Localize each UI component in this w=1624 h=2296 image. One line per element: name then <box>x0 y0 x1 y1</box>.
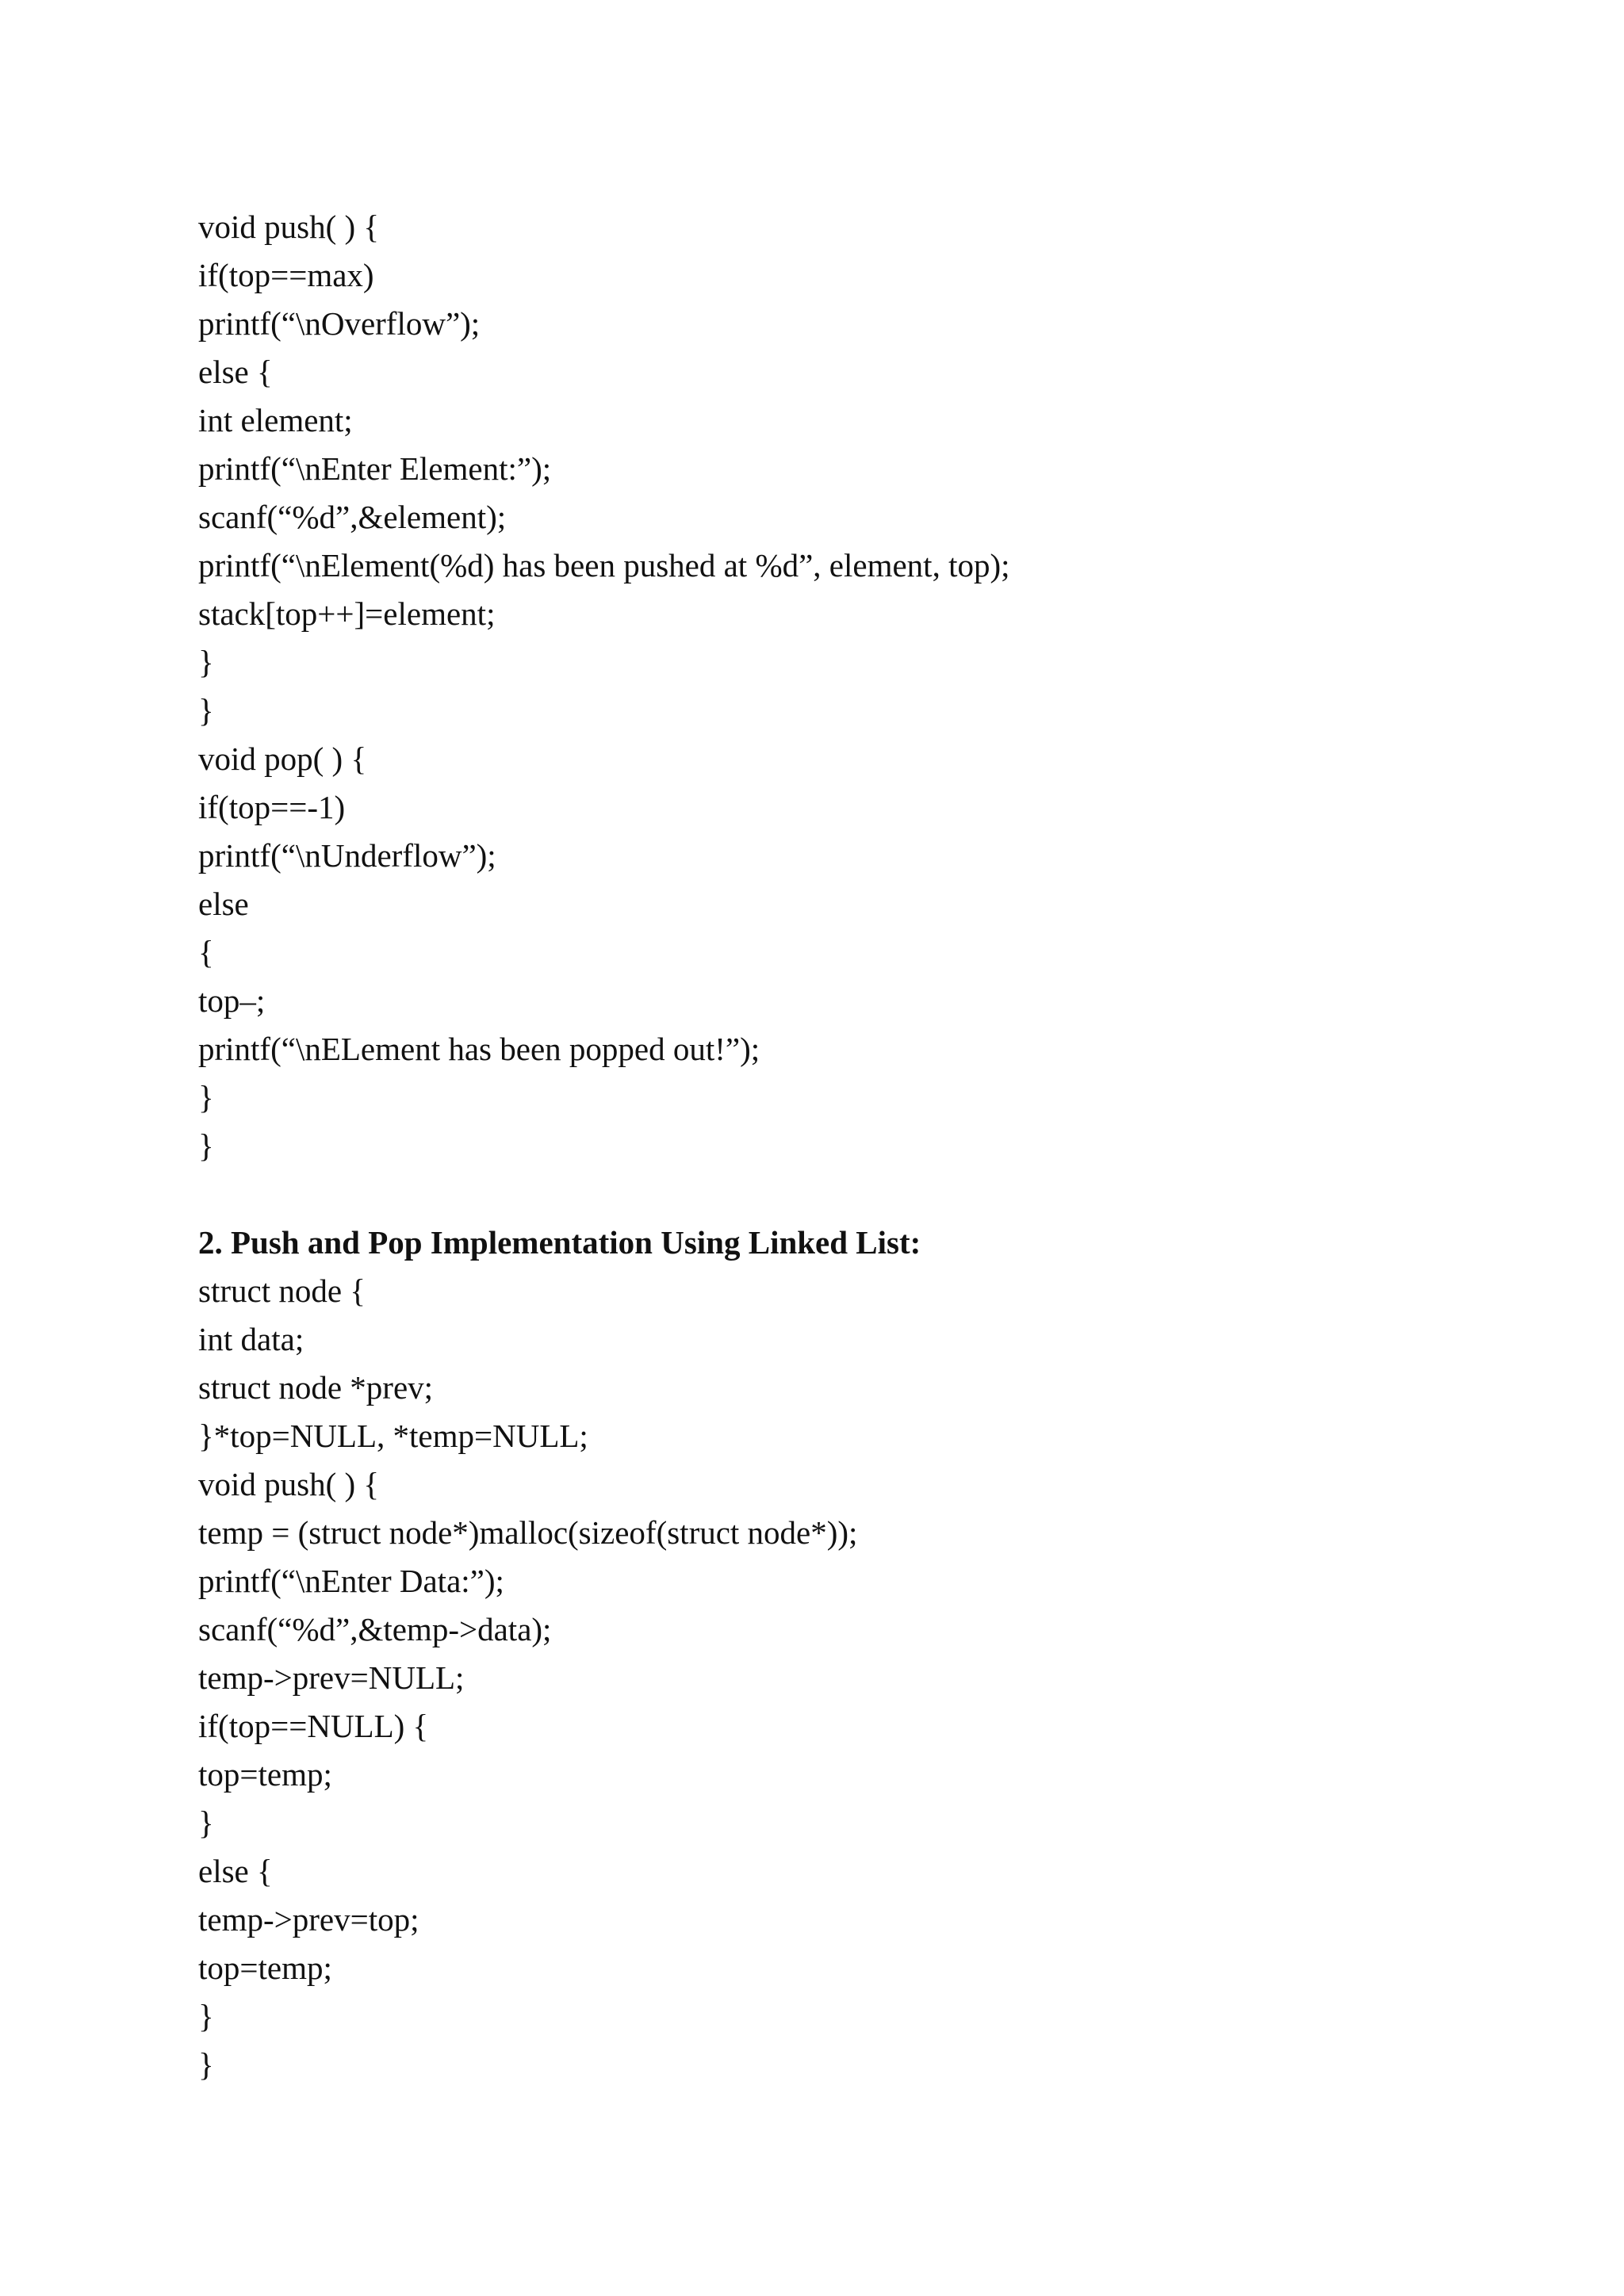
code-line: struct node *prev; <box>198 1369 434 1406</box>
code-line: stack[top++]=element; <box>198 595 496 632</box>
code-line: int element; <box>198 402 353 438</box>
code-line: struct node { <box>198 1272 366 1309</box>
code-line: if(top==max) <box>198 257 374 293</box>
code-line: } <box>198 1998 214 2034</box>
code-line: temp = (struct node*)malloc(sizeof(struct node*)); <box>198 1514 858 1551</box>
code-line: int data; <box>198 1321 304 1357</box>
code-line: top–; <box>198 982 266 1019</box>
code-line: } <box>198 2046 214 2083</box>
code-line: printf(“\nELement has been popped out!”); <box>198 1031 760 1067</box>
code-line: } <box>198 1079 214 1115</box>
code-line: temp->prev=top; <box>198 1901 419 1938</box>
code-line: else { <box>198 1853 273 1889</box>
code-block-array-stack <box>198 203 1467 1170</box>
code-line: printf(“\nOverflow”); <box>198 305 481 342</box>
code-line: printf(“\nEnter Data:”); <box>198 1563 504 1599</box>
code-line: } <box>198 644 214 680</box>
document-content <box>198 203 1467 2089</box>
code-line: scanf(“%d”,&temp->data); <box>198 1611 552 1647</box>
code-line: top=temp; <box>198 1950 332 1986</box>
code-line: void pop( ) { <box>198 740 367 777</box>
code-line: printf(“\nElement(%d) has been pushed at %d”, element, top); <box>198 547 1010 584</box>
code-line: if(top==-1) <box>198 789 346 825</box>
code-line: printf(“\nUnderflow”); <box>198 837 496 874</box>
code-line: void push( ) { <box>198 209 380 245</box>
code-line: } <box>198 1804 214 1841</box>
section-heading: 2. Push and Pop Implementation Using Linked List: <box>198 1224 921 1261</box>
code-line: else { <box>198 354 273 390</box>
code-line: else <box>198 886 249 922</box>
code-line: } <box>198 692 214 729</box>
paragraph-spacer <box>198 1170 1467 1219</box>
code-line: if(top==NULL) { <box>198 1708 429 1744</box>
code-line: { <box>198 934 214 970</box>
code-line: }*top=NULL, *temp=NULL; <box>198 1418 588 1454</box>
code-block-linked-list-stack <box>198 1267 1467 2089</box>
code-line: temp->prev=NULL; <box>198 1659 465 1696</box>
code-line: top=temp; <box>198 1756 332 1793</box>
code-line: void push( ) { <box>198 1466 380 1502</box>
code-line: } <box>198 1127 214 1164</box>
code-line: printf(“\nEnter Element:”); <box>198 450 552 487</box>
code-line: scanf(“%d”,&element); <box>198 499 507 535</box>
